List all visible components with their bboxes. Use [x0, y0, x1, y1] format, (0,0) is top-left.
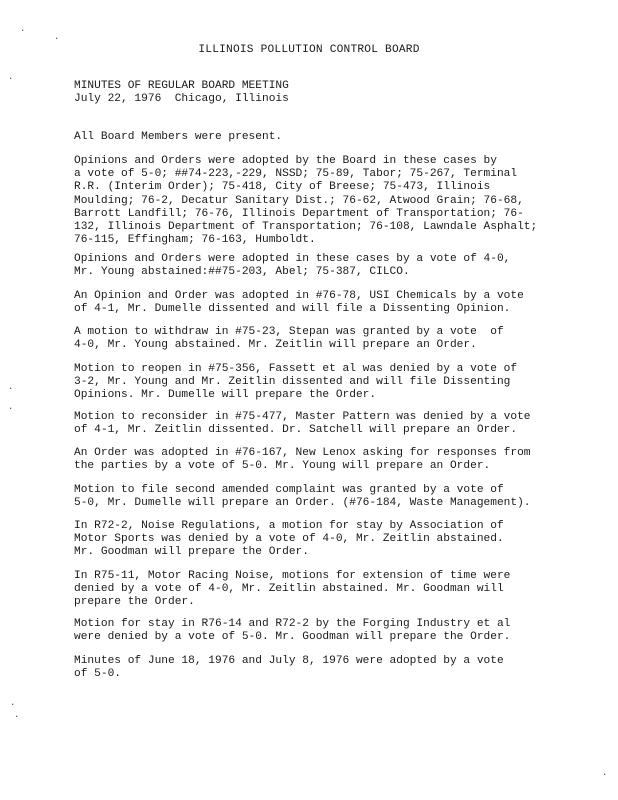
paragraph-motor-racing-noise: In R75-11, Motor Racing Noise, motions for extension of time were denied by a vote of 4-0, Mr. Zeitlin abstained. Mr. Goodman will prepare the Order. [74, 570, 511, 609]
paragraph-waste-management: Motion to file second amended complaint was granted by a vote of 5-0, Mr. Dumelle will prepare an Order. (#76-184, Waste Management). [74, 484, 531, 510]
margin-scan-mark: · [8, 384, 14, 394]
margin-scan-mark: · [14, 712, 20, 722]
paragraph-adopted-4-0: Opinions and Orders were adopted in these cases by a vote of 4-0, Mr. Young abstained:##75-203, Abel; 75-387, CILCO. [74, 253, 511, 279]
paragraph-adopted-5-0: Opinions and Orders were adopted by the Board in these cases by a vote of 5-0; ##74-223,-229, NSSD; 75-89, Tabor; 75-267, Terminal R.R. (Interim Order); 75-418, City of Breese; 75-473, Illinois Moulding; 76-2, Decatur Sanitary Dist.; 76-62, Atwood Grain; 76-68, Barrott Landfill; 76-76, Illinois Department of Transportation; 76- 132, Illinois Department of Transportation; 76-108, Lawndale Asphalt; 76-115, Effingham; 76-163, Humboldt. [74, 155, 538, 247]
paragraph-new-lenox: An Order was adopted in #76-167, New Lenox asking for responses from the parties by a vote of 5-0. Mr. Young will prepare an Order. [74, 447, 531, 473]
paragraph-usi-chemicals: An Opinion and Order was adopted in #76-78, USI Chemicals by a vote of 4-1, Mr. Dumelle dissented and will file a Dissenting Opinion. [74, 290, 524, 316]
margin-scan-mark: · [20, 26, 26, 36]
paragraph-fassett: Motion to reopen in #75-356, Fassett et al was denied by a vote of 3-2, Mr. Young and Mr. Zeitlin dissented and will file Dissenting Opinions. Mr. Dumelle will prepare the Order. [74, 363, 518, 402]
paragraph-attendance: All Board Members were present. [74, 131, 283, 143]
margin-scan-mark: · [54, 34, 60, 44]
margin-scan-mark: · [10, 700, 16, 710]
margin-scan-mark: · [8, 74, 14, 84]
paragraph-master-pattern: Motion to reconsider in #75-477, Master Pattern was denied by a vote of 4-1, Mr. Zeitlin dissented. Dr. Satchell will prepare an Order. [74, 411, 531, 437]
margin-scan-mark: · [8, 404, 14, 414]
meeting-title: MINUTES OF REGULAR BOARD MEETING [74, 80, 289, 92]
margin-scan-mark: · [602, 770, 608, 780]
meeting-date-location: July 22, 1976 Chicago, Illinois [74, 93, 289, 105]
document-title: ILLINOIS POLLUTION CONTROL BOARD [198, 44, 420, 56]
paragraph-stepan: A motion to withdraw in #75-23, Stepan was granted by a vote of 4-0, Mr. Young abstained. Mr. Zeitlin will prepare an Order. [74, 326, 504, 352]
meeting-heading [74, 80, 289, 106]
paragraph-forging-industry: Motion for stay in R76-14 and R72-2 by the Forging Industry et al were denied by a vote of 5-0. Mr. Goodman will prepare the Order. [74, 618, 511, 644]
paragraph-noise-regulations: In R72-2, Noise Regulations, a motion for stay by Association of Motor Sports was denied by a vote of 4-0, Mr. Zeitlin abstained. Mr. Goodman will prepare the Order. [74, 520, 504, 559]
paragraph-minutes-adopted: Minutes of June 18, 1976 and July 8, 1976 were adopted by a vote of 5-0. [74, 655, 504, 681]
